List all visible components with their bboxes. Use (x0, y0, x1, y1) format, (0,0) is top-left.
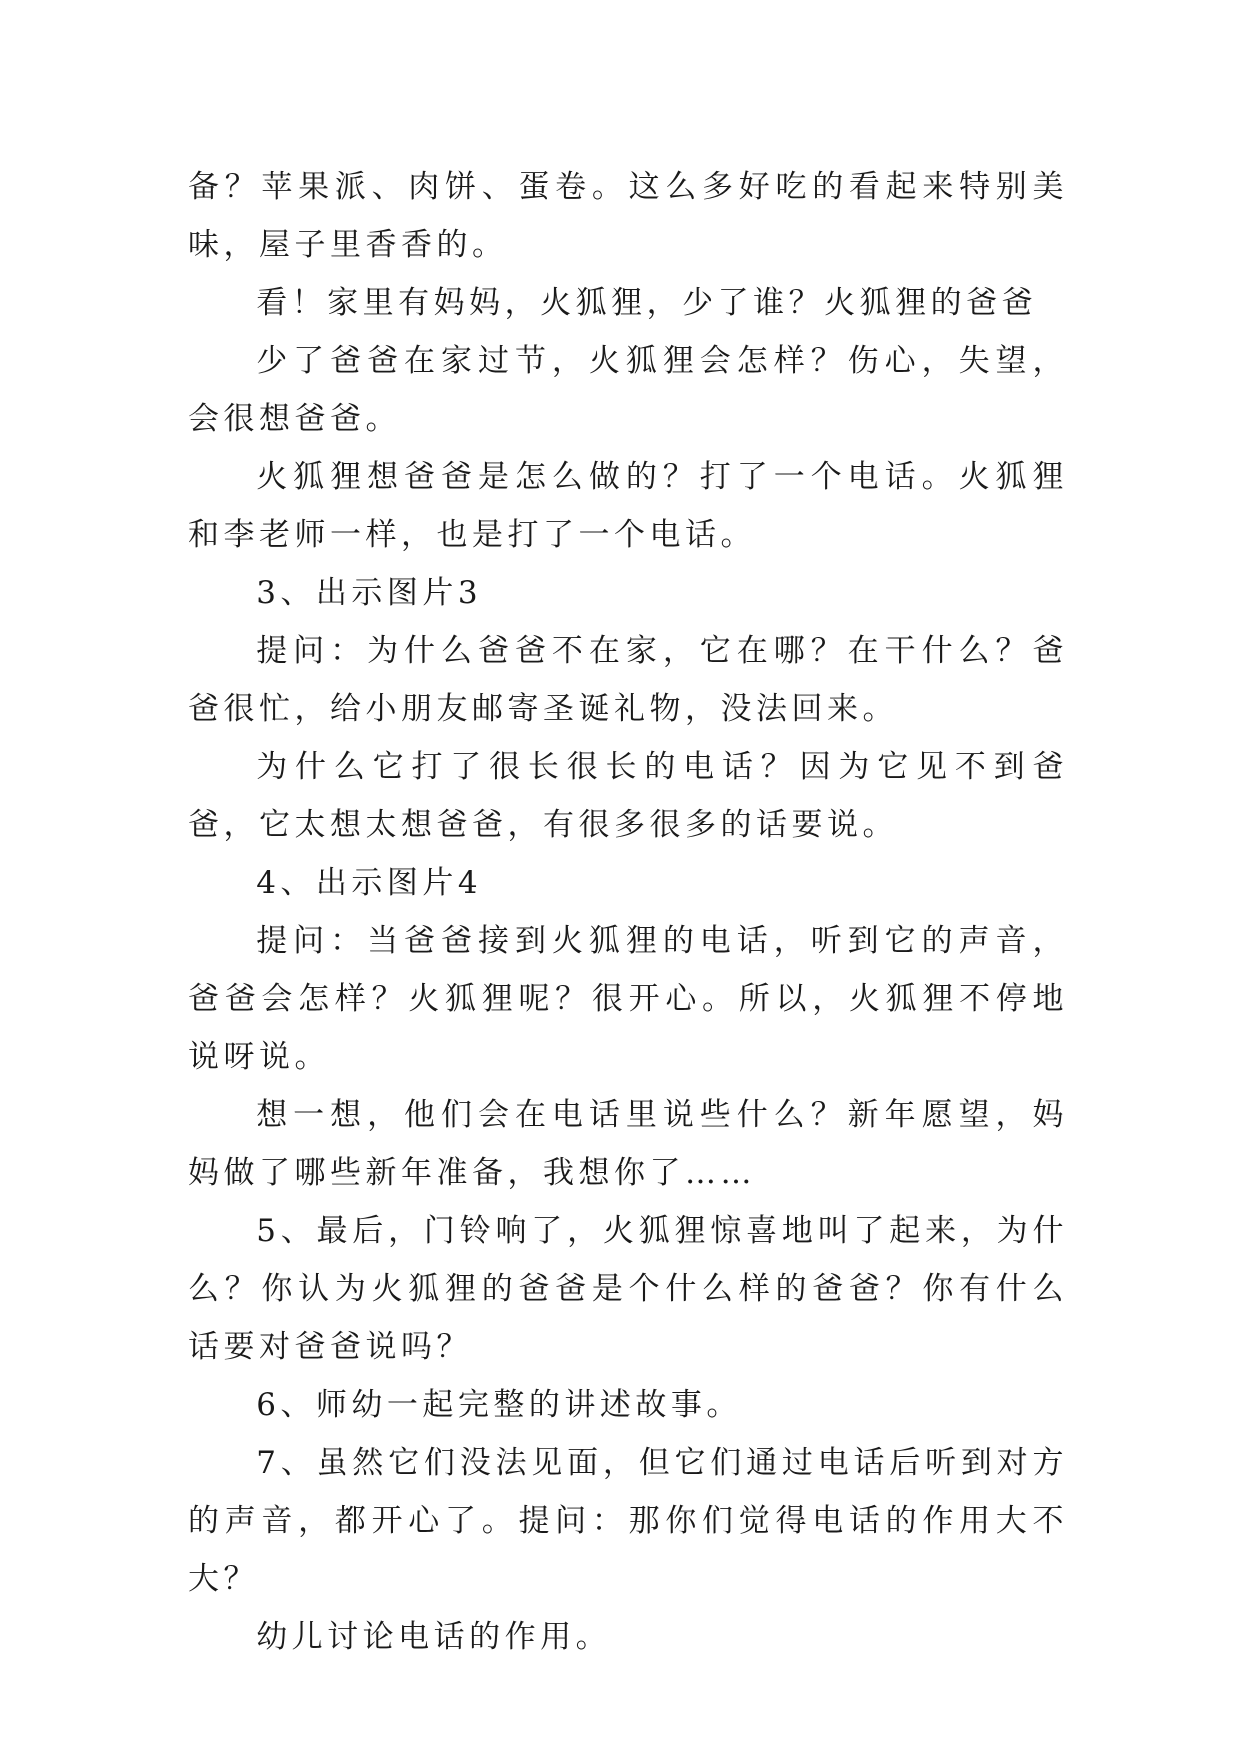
paragraph-11: 5、最后，门铃响了，火狐狸惊喜地叫了起来，为什么？你认为火狐狸的爸爸是个什么样的爸爸？你有什么话要对爸爸说吗？ (188, 1213, 1068, 1365)
paragraph-4: 火狐狸想爸爸是怎么做的？打了一个电话。火狐狸和李老师一样，也是打了一个电话。 (188, 459, 1068, 553)
paragraph-6: 提问：为什么爸爸不在家，它在哪？在干什么？爸爸很忙，给小朋友邮寄圣诞礼物，没法回来。 (188, 633, 1068, 727)
paragraph-12: 6、师幼一起完整的讲述故事。 (256, 1387, 742, 1423)
paragraph-10: 想一想，他们会在电话里说些什么？新年愿望，妈妈做了哪些新年准备，我想你了…… (188, 1097, 1068, 1191)
paragraph-7: 为什么它打了很长很长的电话？因为它见不到爸爸，它太想太想爸爸，有很多很多的话要说。 (188, 749, 1068, 843)
document-body (188, 158, 1068, 1666)
paragraph-2: 看！家里有妈妈，火狐狸，少了谁？火狐狸的爸爸 (256, 285, 1038, 321)
paragraph-3: 少了爸爸在家过节，火狐狸会怎样？伤心，失望，会很想爸爸。 (188, 343, 1068, 437)
paragraph-5: 3、出示图片3 (256, 575, 483, 611)
paragraph-9: 提问：当爸爸接到火狐狸的电话，听到它的声音，爸爸会怎样？火狐狸呢？很开心。所以，火狐狸不停地说呀说。 (188, 923, 1068, 1075)
paragraph-14: 幼儿讨论电话的作用。 (256, 1619, 612, 1655)
paragraph-8: 4、出示图片4 (256, 865, 483, 901)
paragraph-13: 7、虽然它们没法见面，但它们通过电话后听到对方的声音，都开心了。提问：那你们觉得电话的作用大不大？ (188, 1445, 1068, 1597)
paragraph-1: 备？苹果派、肉饼、蛋卷。这么多好吃的看起来特别美味，屋子里香香的。 (188, 169, 1068, 263)
